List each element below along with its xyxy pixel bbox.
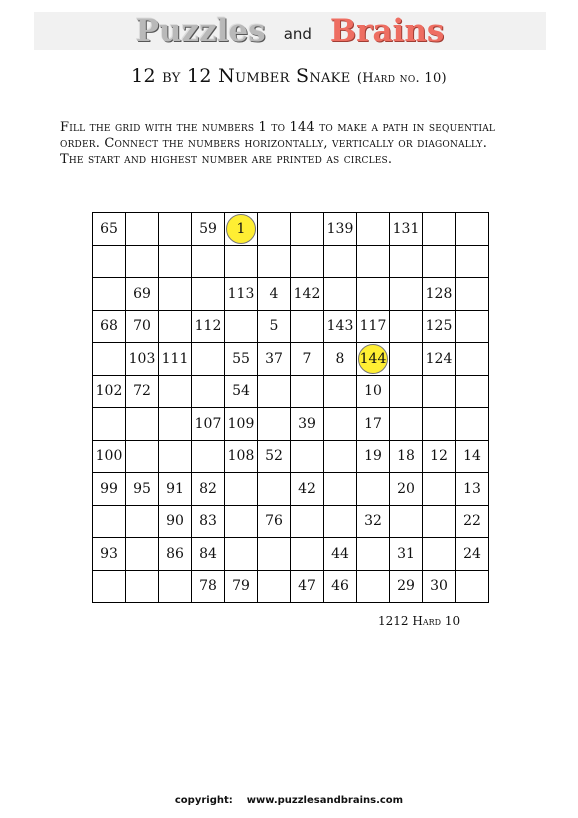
grid-cell [225,408,258,441]
grid-cell [93,538,126,571]
given-number: 5 [269,318,279,335]
circled-number: 144 [358,344,388,374]
grid-cell [456,473,489,506]
grid-cell [324,213,357,246]
grid-cell[interactable] [225,505,258,538]
grid-cell [93,310,126,343]
grid-row [93,473,489,506]
grid-cell [225,213,258,246]
grid-row [93,440,489,473]
grid-cell [291,278,324,311]
grid-cell[interactable] [324,245,357,278]
grid-cell[interactable] [423,505,456,538]
grid-cell[interactable] [423,538,456,571]
grid-cell [192,408,225,441]
instructions [60,120,560,168]
grid-cell[interactable] [456,310,489,343]
grid-cell [159,538,192,571]
grid-cell [258,343,291,376]
grid-cell[interactable] [258,245,291,278]
grid-cell [159,505,192,538]
grid-cell [423,570,456,603]
grid-cell[interactable] [423,213,456,246]
given-number: 142 [293,285,321,302]
grid-cell [126,310,159,343]
given-number: 125 [425,318,453,335]
given-number: 13 [463,480,481,497]
grid-cell[interactable] [456,278,489,311]
given-number: 111 [161,350,189,367]
grid-row [93,278,489,311]
given-number: 14 [463,448,481,465]
grid-cell[interactable] [390,343,423,376]
grid-row [93,570,489,603]
grid-cell[interactable] [291,310,324,343]
grid-cell [159,473,192,506]
grid-cell[interactable] [324,278,357,311]
given-number: 20 [397,480,415,497]
logo-puzzles: Puzzles [135,13,266,49]
grid-cell [324,310,357,343]
puzzle-grid [92,212,489,603]
grid-row [93,408,489,441]
grid-cell [357,375,390,408]
grid-cell [357,343,390,376]
grid-cell[interactable] [291,538,324,571]
given-number: 30 [430,578,448,595]
instruction-line: The start and highest number are printed as circles. [60,152,393,167]
grid-cell [192,310,225,343]
given-number: 31 [397,545,415,562]
grid-cell [291,473,324,506]
grid-cell[interactable] [126,245,159,278]
header-banner [34,12,546,50]
grid-cell [291,570,324,603]
grid-cell [423,440,456,473]
given-number: 7 [302,350,312,367]
grid-cell[interactable] [258,213,291,246]
given-number: 10 [364,383,382,400]
given-number: 24 [463,545,481,562]
grid-cell[interactable] [291,245,324,278]
grid-cell[interactable] [390,310,423,343]
grid-cell[interactable] [390,505,423,538]
given-number: 76 [265,513,283,530]
given-number: 86 [166,545,184,562]
grid-cell [291,343,324,376]
grid-cell [225,570,258,603]
grid-cell[interactable] [324,440,357,473]
given-number: 78 [199,578,217,595]
grid-cell [357,440,390,473]
grid-cell[interactable] [258,375,291,408]
grid-cell[interactable] [291,213,324,246]
grid-cell[interactable] [126,505,159,538]
given-number: 131 [392,220,420,237]
given-number: 65 [100,220,118,237]
grid-cell [357,408,390,441]
given-number: 17 [364,415,382,432]
grid-cell[interactable] [159,440,192,473]
grid-cell[interactable] [423,245,456,278]
grid-row [93,343,489,376]
given-number: 112 [194,318,222,335]
given-number: 72 [133,383,151,400]
grid-cell [390,538,423,571]
grid-cell[interactable] [93,278,126,311]
given-number: 47 [298,578,316,595]
grid-cell[interactable] [291,505,324,538]
grid-cell[interactable] [390,375,423,408]
given-number: 79 [232,578,250,595]
given-number: 37 [265,350,283,367]
copyright [0,795,578,806]
grid-cell[interactable] [357,570,390,603]
grid-cell[interactable] [192,343,225,376]
grid-cell[interactable] [456,570,489,603]
grid-row [93,245,489,278]
grid-cell[interactable] [456,408,489,441]
grid-cell[interactable] [126,408,159,441]
given-number: 124 [425,350,453,367]
grid-cell[interactable] [225,538,258,571]
grid-row [93,505,489,538]
given-number: 108 [227,448,255,465]
given-number: 83 [199,513,217,530]
given-number: 55 [232,350,250,367]
given-number: 113 [227,285,255,302]
grid-cell[interactable] [126,440,159,473]
grid-cell[interactable] [192,375,225,408]
given-number: 12 [430,448,448,465]
grid-cell[interactable] [93,505,126,538]
grid-cell[interactable] [258,538,291,571]
grid-cell [456,440,489,473]
grid-cell[interactable] [126,213,159,246]
grid-cell [93,473,126,506]
given-number: 42 [298,480,316,497]
grid-cell[interactable] [159,213,192,246]
grid-cell[interactable] [324,408,357,441]
grid-cell [192,473,225,506]
given-number: 90 [166,513,184,530]
grid-cell[interactable] [357,278,390,311]
grid-cell [390,570,423,603]
grid-cell[interactable] [93,343,126,376]
grid-cell[interactable] [357,538,390,571]
grid-cell [93,213,126,246]
grid-cell [324,343,357,376]
copyright-label: copyright: [174,795,233,806]
grid-cell [126,343,159,376]
grid-row [93,375,489,408]
grid-row [93,310,489,343]
grid-cell [390,213,423,246]
grid-cell [126,375,159,408]
grid-cell[interactable] [258,408,291,441]
page-title [0,65,578,87]
given-number: 68 [100,318,118,335]
given-number: 46 [331,578,349,595]
grid-cell[interactable] [291,375,324,408]
grid-cell[interactable] [192,278,225,311]
puzzle-code: 1212 Hard 10 [378,614,461,628]
given-number: 44 [331,545,349,562]
grid-cell[interactable] [456,343,489,376]
grid-cell[interactable] [192,440,225,473]
grid-cell[interactable] [258,473,291,506]
grid-cell [291,408,324,441]
grid-cell[interactable] [291,440,324,473]
given-number: 128 [425,285,453,302]
grid-cell [93,375,126,408]
grid-cell[interactable] [225,245,258,278]
grid-cell [93,440,126,473]
title-sub: (Hard no. 10) [356,71,447,86]
grid-cell[interactable] [390,245,423,278]
grid-cell [258,278,291,311]
grid-cell [324,538,357,571]
given-number: 54 [232,383,250,400]
given-number: 103 [128,350,156,367]
grid-cell [225,278,258,311]
grid-cell[interactable] [456,245,489,278]
grid-cell[interactable] [357,213,390,246]
grid-cell [423,343,456,376]
grid-cell[interactable] [390,278,423,311]
given-number: 100 [95,448,123,465]
grid-cell [192,570,225,603]
instruction-line: order. Connect the numbers horizontally, vertically or diagonally. [60,136,488,151]
grid-cell [357,310,390,343]
grid-cell [324,570,357,603]
grid-cell [225,375,258,408]
given-number: 18 [397,448,415,465]
given-number: 70 [133,318,151,335]
grid-cell[interactable] [93,408,126,441]
grid-row [93,213,489,246]
given-number: 84 [199,545,217,562]
grid-cell[interactable] [456,213,489,246]
given-number: 22 [463,513,481,530]
grid-cell[interactable] [192,245,225,278]
given-number: 102 [95,383,123,400]
grid-cell [423,310,456,343]
given-number: 59 [199,220,217,237]
given-number: 8 [335,350,345,367]
grid-cell[interactable] [324,375,357,408]
grid-cell [192,213,225,246]
grid-cell [225,440,258,473]
grid-cell [192,505,225,538]
grid-cell[interactable] [159,408,192,441]
given-number: 117 [359,318,387,335]
grid-cell[interactable] [357,245,390,278]
given-number: 139 [326,220,354,237]
given-number: 39 [298,415,316,432]
grid-cell [159,343,192,376]
grid-cell [357,505,390,538]
title-main: 12 by 12 Number Snake [131,65,351,87]
given-number: 69 [133,285,151,302]
grid-cell [126,473,159,506]
grid-cell[interactable] [357,473,390,506]
grid-cell[interactable] [456,375,489,408]
grid-cell[interactable] [159,278,192,311]
given-number: 143 [326,318,354,335]
grid-cell[interactable] [159,375,192,408]
grid-cell[interactable] [324,505,357,538]
given-number: 82 [199,480,217,497]
circled-number: 1 [226,214,256,244]
grid-cell[interactable] [423,408,456,441]
instruction-line: Fill the grid with the numbers 1 to 144 to make a path in sequential [60,120,496,135]
grid-cell[interactable] [225,473,258,506]
grid-cell [390,440,423,473]
given-number: 93 [100,545,118,562]
grid-cell[interactable] [126,538,159,571]
given-number: 52 [265,448,283,465]
given-number: 109 [227,415,255,432]
given-number: 107 [194,415,222,432]
grid-cell [192,538,225,571]
given-number: 95 [133,480,151,497]
given-number: 29 [397,578,415,595]
given-number: 19 [364,448,382,465]
grid-cell [258,310,291,343]
grid-cell[interactable] [159,310,192,343]
logo-and: and [283,25,312,43]
grid-cell[interactable] [159,570,192,603]
grid-cell [258,505,291,538]
grid-cell [126,278,159,311]
grid-cell[interactable] [423,375,456,408]
site-link[interactable]: www.puzzlesandbrains.com [246,795,404,806]
grid-cell [456,538,489,571]
grid-cell[interactable] [126,570,159,603]
grid-cell [258,440,291,473]
grid-cell[interactable] [258,570,291,603]
given-number: 99 [100,480,118,497]
grid-cell[interactable] [324,473,357,506]
grid-cell[interactable] [93,570,126,603]
grid-cell [423,278,456,311]
grid-cell [390,473,423,506]
grid-cell[interactable] [93,245,126,278]
given-number: 4 [269,285,279,302]
grid-cell[interactable] [390,408,423,441]
grid-cell[interactable] [423,473,456,506]
given-number: 91 [166,480,184,497]
logo-brains: Brains [329,13,445,49]
grid-cell[interactable] [159,245,192,278]
given-number: 32 [364,513,382,530]
grid-row [93,538,489,571]
grid-cell [225,343,258,376]
grid-cell[interactable] [225,310,258,343]
grid-cell [456,505,489,538]
